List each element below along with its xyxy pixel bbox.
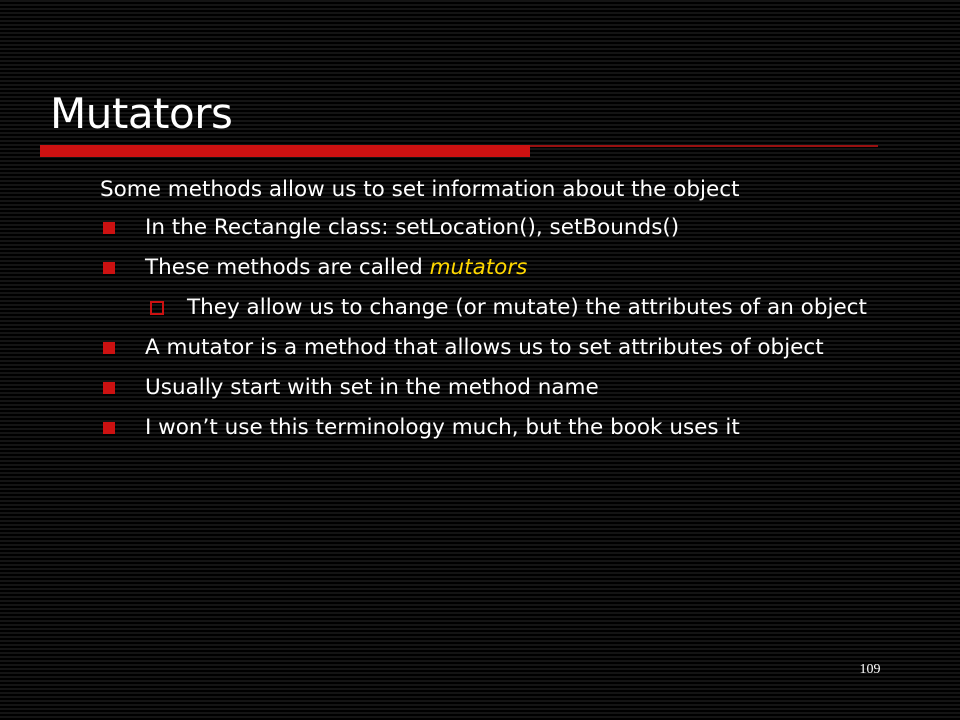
square-bullet-icon <box>103 262 115 274</box>
slide-content <box>100 174 935 452</box>
sub-bullet-item <box>100 292 935 324</box>
bullet-item <box>100 372 935 404</box>
bullet-text: In the Rectangle class: setLocation(), setBounds() <box>145 215 680 240</box>
title-underline-thick <box>40 145 530 157</box>
bullet-text: These methods are called <box>145 255 430 280</box>
square-bullet-icon <box>103 342 115 354</box>
bullet-item <box>100 412 935 444</box>
bullet-text: A mutator is a method that allows us to set attributes of object <box>145 335 824 360</box>
bullet-item <box>100 212 935 244</box>
square-bullet-icon <box>103 422 115 434</box>
slide-title: Mutators <box>50 89 233 138</box>
square-bullet-icon <box>103 382 115 394</box>
title-underline-thin <box>530 145 878 147</box>
bullet-text: I won’t use this terminology much, but the book uses it <box>145 415 740 440</box>
hollow-square-bullet-icon <box>150 301 164 315</box>
square-bullet-icon <box>103 222 115 234</box>
bullet-text: Usually start with set in the method name <box>145 375 599 400</box>
bullet-item <box>100 332 935 364</box>
sub-bullet-text: They allow us to change (or mutate) the attributes of an object <box>187 295 867 320</box>
intro-text: Some methods allow us to set information about the object <box>100 177 740 202</box>
page-number: 109 <box>859 662 881 677</box>
bullet-item <box>100 252 935 284</box>
emphasized-term: mutators <box>429 255 528 280</box>
